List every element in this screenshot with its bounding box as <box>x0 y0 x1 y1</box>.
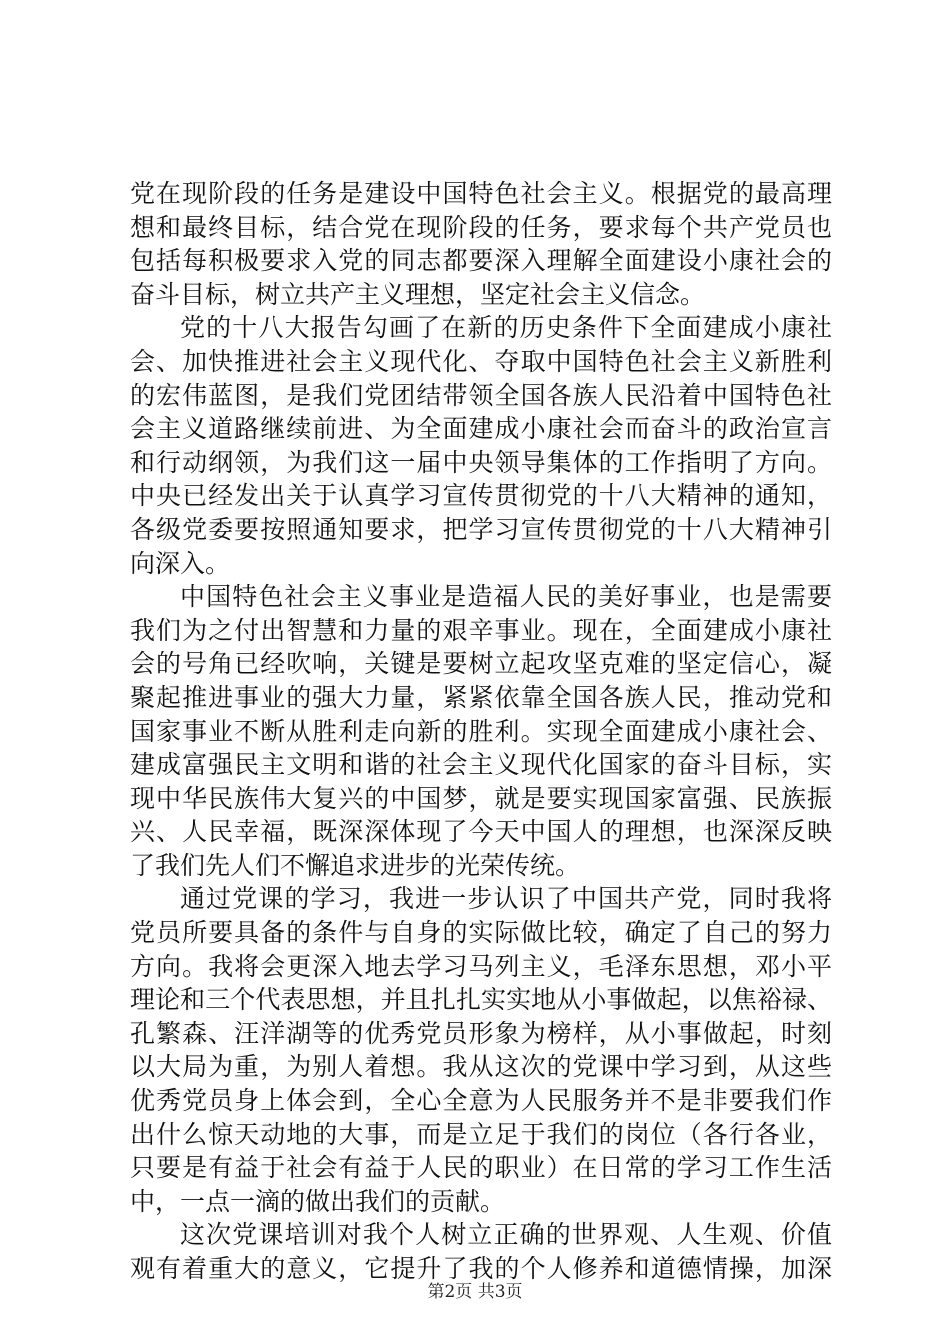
page-footer: 第2页 共3页 <box>427 1282 523 1302</box>
text-line: 党员所要具备的条件与自身的实际做比较，确定了自己的努力 <box>130 918 832 948</box>
text-line: 会主义道路继续前进、为全面建成小康社会而奋斗的政治宣言 <box>130 414 832 444</box>
text-line: 各级党委要按照通知要求，把学习宣传贯彻党的十八大精神引 <box>130 514 832 544</box>
text-line: 国家事业不断从胜利走向新的胜利。实现全面建成小康社会、 <box>130 716 832 746</box>
text-line: 奋斗目标，树立共产主义理想，坚定社会主义信念。 <box>130 279 706 309</box>
text-line: 和行动纲领，为我们这一届中央领导集体的工作指明了方向。 <box>130 447 832 477</box>
text-line: 方向。我将会更深入地去学习马列主义，毛泽东思想，邓小平 <box>130 951 832 981</box>
text-line: 中央已经发出关于认真学习宣传贯彻党的十八大精神的通知， <box>130 481 832 511</box>
text-line: 兴、人民幸福，既深深体现了今天中国人的理想，也深深反映 <box>130 817 832 847</box>
text-line: 向深入。 <box>130 548 231 578</box>
text-line: 出什么惊天动地的大事，而是立足于我们的岗位（各行各业， <box>130 1119 832 1149</box>
document-body <box>130 177 832 1286</box>
text-line: 现中华民族伟大复兴的中国梦，就是要实现国家富强、民族振 <box>130 783 832 813</box>
text-line: 想和最终目标，结合党在现阶段的任务，要求每个共产党员也 <box>130 212 832 242</box>
text-line: 建成富强民主文明和谐的社会主义现代化国家的奋斗目标，实 <box>130 750 832 780</box>
text-line: 党在现阶段的任务是建设中国特色社会主义。根据党的最高理 <box>130 179 832 208</box>
text-line: 孔繁森、汪洋湖等的优秀党员形象为榜样，从小事做起，时刻 <box>130 1018 832 1048</box>
text-line: 我们为之付出智慧和力量的艰辛事业。现在，全面建成小康社 <box>130 615 832 645</box>
text-line: 的宏伟蓝图，是我们党团结带领全国各族人民沿着中国特色社 <box>130 380 832 410</box>
text-line: 党的十八大报告勾画了在新的历史条件下全面建成小康社 <box>180 313 832 343</box>
text-line: 只要是有益于社会有益于人民的职业）在日常的学习工作生活 <box>130 1153 832 1183</box>
text-line: 以大局为重，为别人着想。我从这次的党课中学习到，从这些 <box>130 1052 832 1082</box>
text-line: 会的号角已经吹响，关键是要树立起攻坚克难的坚定信心，凝 <box>130 649 832 679</box>
text-line: 包括每积极要求入党的同志都要深入理解全面建设小康社会的 <box>130 246 832 276</box>
text-line: 通过党课的学习，我进一步认识了中国共产党，同时我将 <box>180 884 832 914</box>
text-line: 中，一点一滴的做出我们的贡献。 <box>130 1186 506 1216</box>
text-line: 聚起推进事业的强大力量，紧紧依靠全国各族人民，推动党和 <box>130 682 832 712</box>
text-line: 中国特色社会主义事业是造福人民的美好事业，也是需要 <box>180 582 832 612</box>
text-line: 观有着重大的意义，它提升了我的个人修养和道德情操，加深 <box>130 1254 832 1283</box>
text-line: 会、加快推进社会主义现代化、夺取中国特色社会主义新胜利 <box>130 346 832 376</box>
text-line: 了我们先人们不懈追求进步的光荣传统。 <box>130 850 581 880</box>
text-line: 这次党课培训对我个人树立正确的世界观、人生观、价值 <box>180 1220 832 1250</box>
text-line: 优秀党员身上体会到，全心全意为人民服务并不是非要我们作 <box>130 1086 832 1116</box>
text-line: 理论和三个代表思想，并且扎扎实实地从小事做起，以焦裕禄、 <box>130 985 832 1015</box>
